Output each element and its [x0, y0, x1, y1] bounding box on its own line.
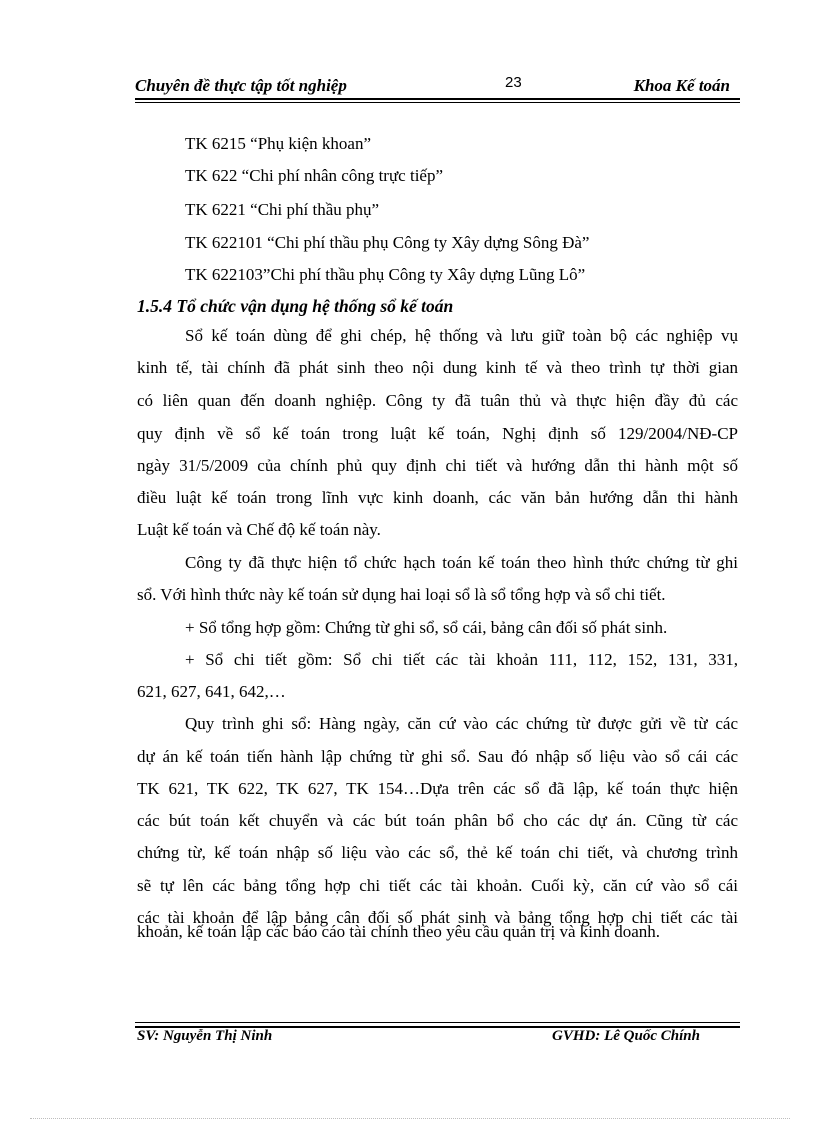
- section-heading: 1.5.4 Tổ chức vận dụng hệ thống sổ kế toán: [137, 296, 454, 316]
- paragraph-line: TK 621, TK 622, TK 627, TK 154…Dựa trên các sổ đã lập, kế toán thực hiện: [137, 779, 738, 798]
- footer-advisor-name: GVHD: Lê Quốc Chính: [552, 1028, 700, 1044]
- account-item: TK 6221 “Chi phí thầu phụ”: [185, 200, 380, 219]
- header-rule-thick: [135, 98, 740, 100]
- paragraph-line: kinh tế, tài chính đã phát sinh theo nội dung kinh tế và theo trình tự thời gian: [137, 358, 738, 377]
- paragraph-line: Quy trình ghi sổ: Hàng ngày, căn cứ vào các chứng từ được gửi về từ các: [185, 714, 738, 733]
- account-item: TK 622103”Chi phí thầu phụ Công ty Xây dựng Lũng Lô”: [185, 265, 586, 284]
- paragraph-line: khoản, kế toán lập các báo cáo tài chính theo yêu cầu quản trị và kinh doanh.: [137, 922, 661, 941]
- paragraph-line: Luật kế toán và Chế độ kế toán này.: [137, 520, 381, 539]
- account-item: TK 622101 “Chi phí thầu phụ Công ty Xây dựng Sông Đà”: [185, 233, 590, 252]
- paragraph-line: 621, 627, 641, 642,…: [137, 682, 286, 701]
- account-item: TK 6215 “Phụ kiện khoan”: [185, 134, 372, 153]
- paragraph-line: ngày 31/5/2009 của chính phủ quy định chi tiết và hướng dẫn thi hành một số: [137, 456, 738, 475]
- paragraph-line: chứng từ, kế toán nhập số liệu vào các sổ, thẻ kế toán chi tiết, và chương trình: [137, 843, 738, 862]
- account-item: TK 622 “Chi phí nhân công trực tiếp”: [185, 166, 444, 185]
- paragraph-line: + Sổ tổng hợp gồm: Chứng từ ghi sổ, sổ cái, bảng cân đối số phát sinh.: [185, 618, 668, 637]
- paragraph-line: các tài khoản để lập bảng cân đối số phát sinh và bảng tổng hợp chi tiết các tài: [137, 908, 738, 927]
- footer-student-name: SV: Nguyễn Thị Ninh: [137, 1028, 273, 1044]
- header-report-title: Chuyên đề thực tập tốt nghiệp: [135, 76, 347, 95]
- header-department: Khoa Kế toán: [633, 76, 730, 95]
- paragraph-line: có liên quan đến doanh nghiệp. Công ty đã tuân thủ và thực hiện đầy đủ các: [137, 391, 738, 410]
- paragraph-line: các bút toán kết chuyển và các bút toán phân bổ cho các dự án. Cũng từ các: [137, 811, 738, 830]
- paragraph-line: dự án kế toán tiến hành lập chứng từ ghi sổ. Sau đó nhập số liệu vào sổ cái các: [137, 747, 738, 766]
- page-number: 23: [505, 74, 522, 91]
- page-bottom-edge: [30, 1118, 790, 1119]
- paragraph-line: sẽ tự lên các bảng tổng hợp chi tiết các tài khoản. Cuối kỳ, căn cứ vào sổ cái: [137, 876, 738, 895]
- paragraph-line: Sổ kế toán dùng để ghi chép, hệ thống và lưu giữ toàn bộ các nghiệp vụ: [185, 326, 738, 345]
- paragraph-line: quy định về sổ kế toán trong luật kế toán, Nghị định số 129/2004/NĐ-CP: [137, 424, 738, 443]
- paragraph-line: sổ. Với hình thức này kế toán sử dụng hai loại sổ là sổ tổng hợp và sổ chi tiết.: [137, 585, 666, 604]
- paragraph-line: Công ty đã thực hiện tổ chức hạch toán kế toán theo hình thức chứng từ ghi: [185, 553, 738, 572]
- footer-rule-thin: [135, 1022, 740, 1023]
- page-header: [135, 72, 740, 100]
- header-rule-thin: [135, 102, 740, 103]
- paragraph-line: + Sổ chi tiết gồm: Sổ chi tiết các tài khoản 111, 112, 152, 131, 331,: [185, 650, 738, 669]
- paragraph-line: điều luật kế toán trong lĩnh vực kinh doanh, các văn bản hướng dẫn thi hành: [137, 488, 738, 507]
